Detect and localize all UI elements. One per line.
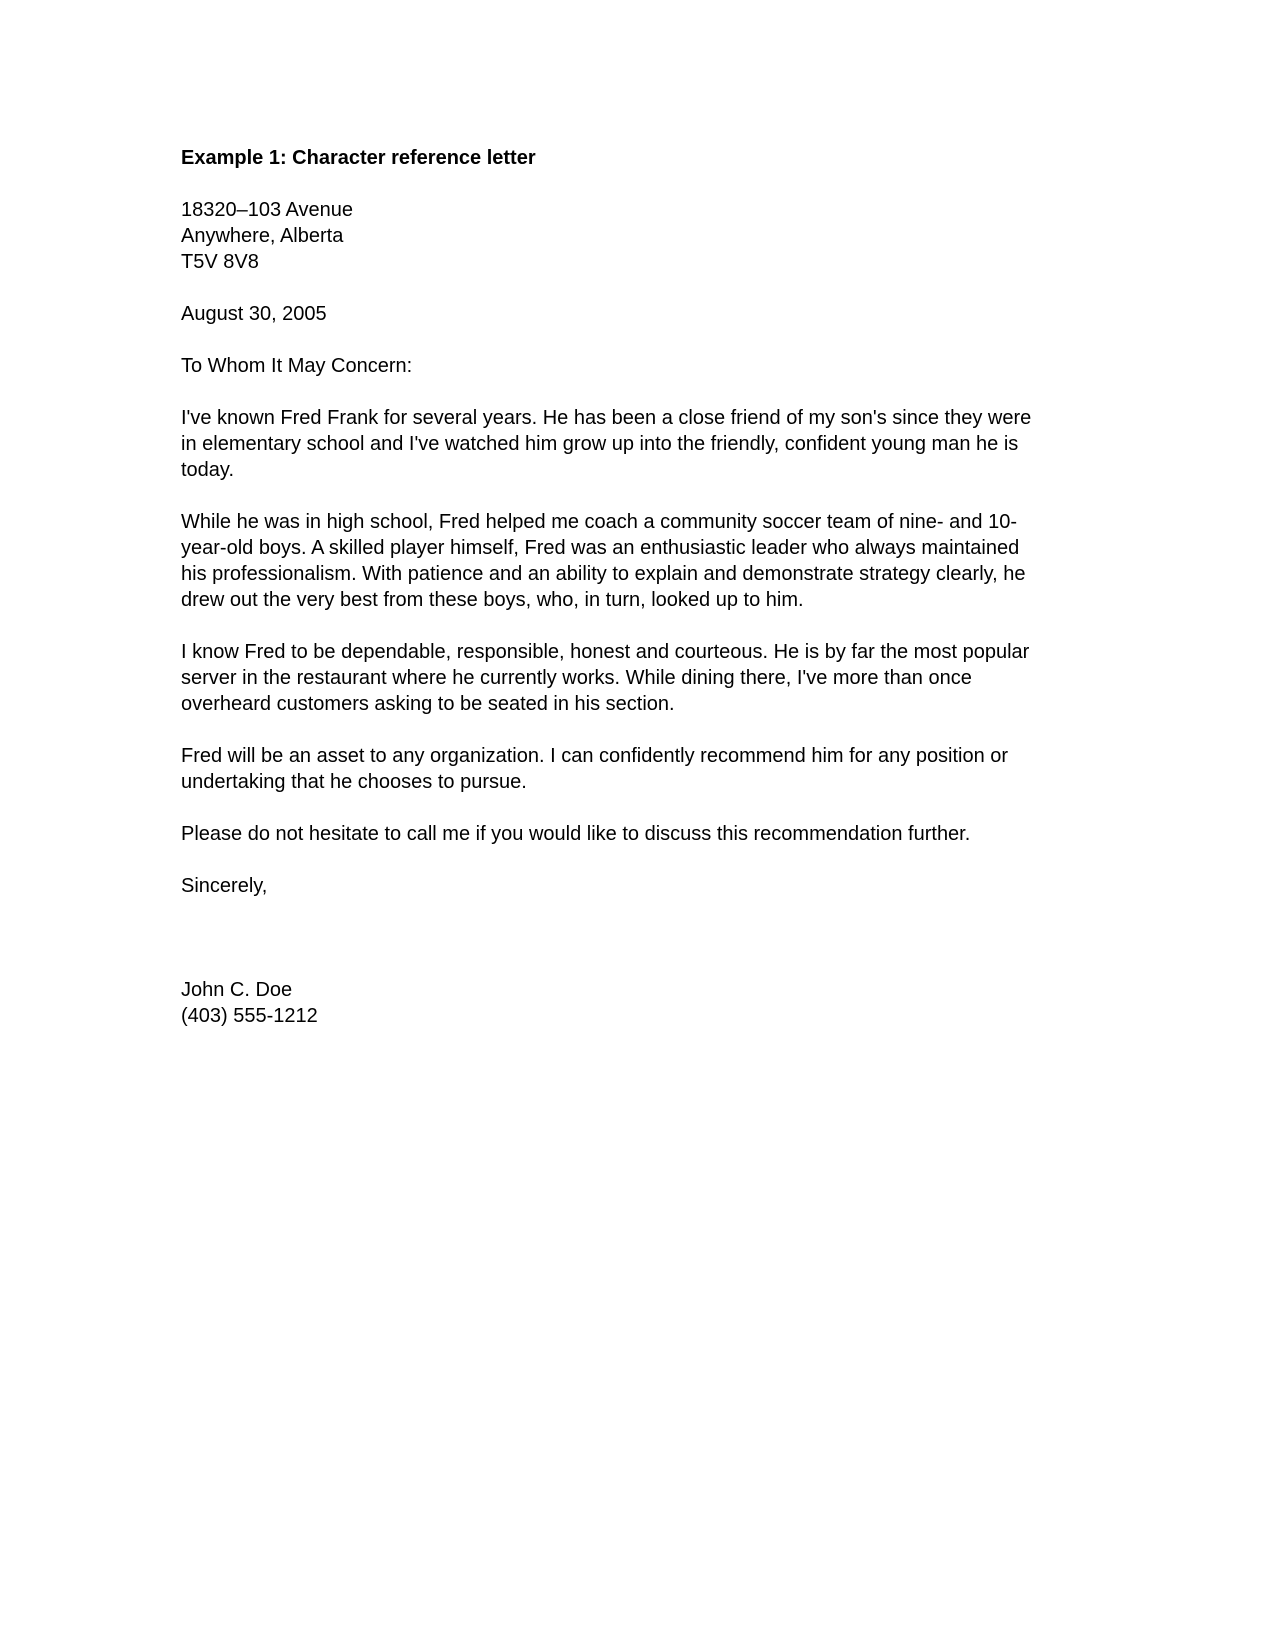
body-paragraph-1: I've known Fred Frank for several years. He has been a close friend of my son's since they were in elementary school and I've watched him grow up into the friendly, confident young man he is today. <box>181 407 1032 481</box>
body-paragraph-5: Please do not hesitate to call me if you would like to discuss this recommendation further. <box>181 823 971 845</box>
letter-date: August 30, 2005 <box>181 303 327 325</box>
sender-address-block <box>181 197 1039 275</box>
signature-phone: (403) 555-1212 <box>181 1005 318 1027</box>
letter-title: Example 1: Character reference letter <box>181 147 536 169</box>
letter-content <box>181 145 1039 1055</box>
signature-name: John C. Doe <box>181 979 293 1001</box>
sender-address-line-3: T5V 8V8 <box>181 251 259 273</box>
body-paragraph-4: Fred will be an asset to any organization. I can confidently recommend him for any position or undertaking that he chooses to pursue. <box>181 745 1009 793</box>
sender-address-line-2: Anywhere, Alberta <box>181 225 344 247</box>
closing: Sincerely, <box>181 875 268 897</box>
signature-block <box>181 977 1039 1029</box>
body-paragraph-3: I know Fred to be dependable, responsible, honest and courteous. He is by far the most popular server in the restaurant where he currently works. While dining there, I've more than once overheard customers asking to be seated in his section. <box>181 641 1030 715</box>
sender-address-line-1: 18320–103 Avenue <box>181 199 354 221</box>
salutation: To Whom It May Concern: <box>181 355 413 377</box>
body-paragraph-2: While he was in high school, Fred helped me coach a community soccer team of nine- and 10-year-old boys. A skilled player himself, Fred was an enthusiastic leader who always maintained his professionalism. With patience and an ability to explain and demonstrate strategy clearly, he drew out the very best from these boys, who, in turn, looked up to him. <box>181 511 1026 611</box>
